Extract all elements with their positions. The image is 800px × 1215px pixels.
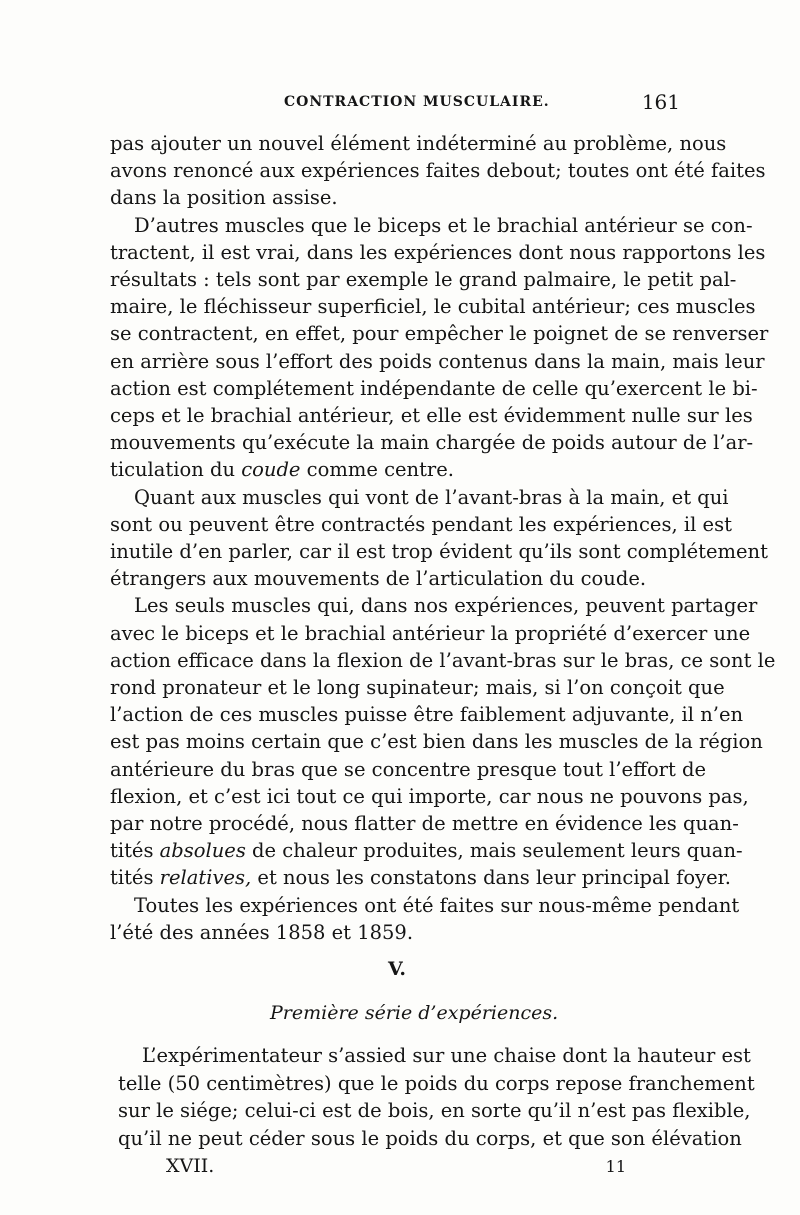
paragraph xyxy=(110,892,740,946)
text-line: telle (50 centimètres) que le poids du corps repose franchement xyxy=(118,1071,755,1095)
paragraph xyxy=(110,484,768,593)
text-line: résultats : tels sont par exemple le grand palmaire, le petit pal- xyxy=(110,268,737,292)
text-line: étrangers aux mouvements de l’articulation du coude. xyxy=(110,567,647,591)
page-footer xyxy=(166,1155,626,1179)
text-line: action efficace dans la flexion de l’avant-bras sur le bras, ce sont le xyxy=(110,648,776,672)
text-line: tités relatives, et nous les constatons dans leur principal foyer. xyxy=(110,866,731,890)
text-line: avons renoncé aux expériences faites debout; toutes ont été faites xyxy=(110,159,766,183)
paragraph xyxy=(110,592,776,891)
paragraph xyxy=(110,212,769,484)
text-line: ceps et le brachial antérieur, et elle est évidemment nulle sur les xyxy=(110,404,753,428)
text-line: antérieure du bras que se concentre presque tout l’effort de xyxy=(110,757,707,781)
text-line: tractent, il est vrai, dans les expériences dont nous rapportons les xyxy=(110,240,766,264)
page-header xyxy=(112,90,682,116)
text-line: qu’il ne peut céder sous le poids du corps, et que son élévation xyxy=(118,1126,742,1150)
running-title: CONTRACTION MUSCULAIRE. xyxy=(284,94,550,110)
text-line: L’expérimentateur s’assied sur une chaise dont la hauteur est xyxy=(142,1044,751,1067)
text-line: rond pronateur et le long supinateur; mais, si l’on conçoit que xyxy=(110,676,725,700)
text-line: inutile d’en parler, car il est trop évident qu’ils sont complétement xyxy=(110,540,768,564)
text-line: Les seuls muscles qui, dans nos expériences, peuvent partager xyxy=(134,594,758,618)
text-line: est pas moins certain que c’est bien dans les muscles de la région xyxy=(110,730,763,754)
text-line: maire, le fléchisseur superficiel, le cubital antérieur; ces muscles xyxy=(110,295,756,319)
text-line: ticulation du coude comme centre. xyxy=(110,458,454,482)
sheet-number: 11 xyxy=(605,1157,626,1176)
text-line: se contractent, en effet, pour empêcher le poignet de se renverser xyxy=(110,322,769,346)
body-text xyxy=(110,130,776,946)
text-line: dans la position assise. xyxy=(110,186,338,210)
text-line: Toutes les expériences ont été faites sur nous-même pendant xyxy=(134,893,740,917)
text-line: l’action de ces muscles puisse être faiblement adjuvante, il n’en xyxy=(110,703,744,727)
text-line: flexion, et c’est ici tout ce qui importe, car nous ne pouvons pas, xyxy=(110,784,749,808)
signature-mark: XVII. xyxy=(166,1155,215,1177)
text-line: tités absolues de chaleur produites, mais seulement leurs quan- xyxy=(110,839,743,863)
text-line: avec le biceps et le brachial antérieur la propriété d’exercer une xyxy=(110,621,751,645)
paragraph xyxy=(110,130,766,212)
text-line: sur le siége; celui-ci est de bois, en sorte qu’il n’est pas flexible, xyxy=(118,1099,751,1122)
text-line: Quant aux muscles qui vont de l’avant-bras à la main, et qui xyxy=(134,485,729,509)
text-line: action est complétement indépendante de celle qu’exercent le bi- xyxy=(110,376,758,400)
text-line: mouvements qu’exécute la main chargée de poids autour de l’ar- xyxy=(110,431,754,455)
text-line: l’été des années 1858 et 1859. xyxy=(110,920,414,944)
text-line: par notre procédé, nous flatter de mettre en évidence les quan- xyxy=(110,812,739,836)
body-text-continued xyxy=(118,1042,755,1152)
section-title: Première série d’expériences. xyxy=(270,1002,559,1024)
text-line: pas ajouter un nouvel élément indéterminé au problème, nous xyxy=(110,132,727,155)
text-line: sont ou peuvent être contractés pendant les expériences, il est xyxy=(110,512,732,536)
text-line: D’autres muscles que le biceps et le brachial antérieur se con- xyxy=(134,213,753,237)
page-number: 161 xyxy=(641,90,680,114)
section-number: V. xyxy=(388,958,407,980)
text-line: en arrière sous l’effort des poids contenus dans la main, mais leur xyxy=(110,349,765,373)
